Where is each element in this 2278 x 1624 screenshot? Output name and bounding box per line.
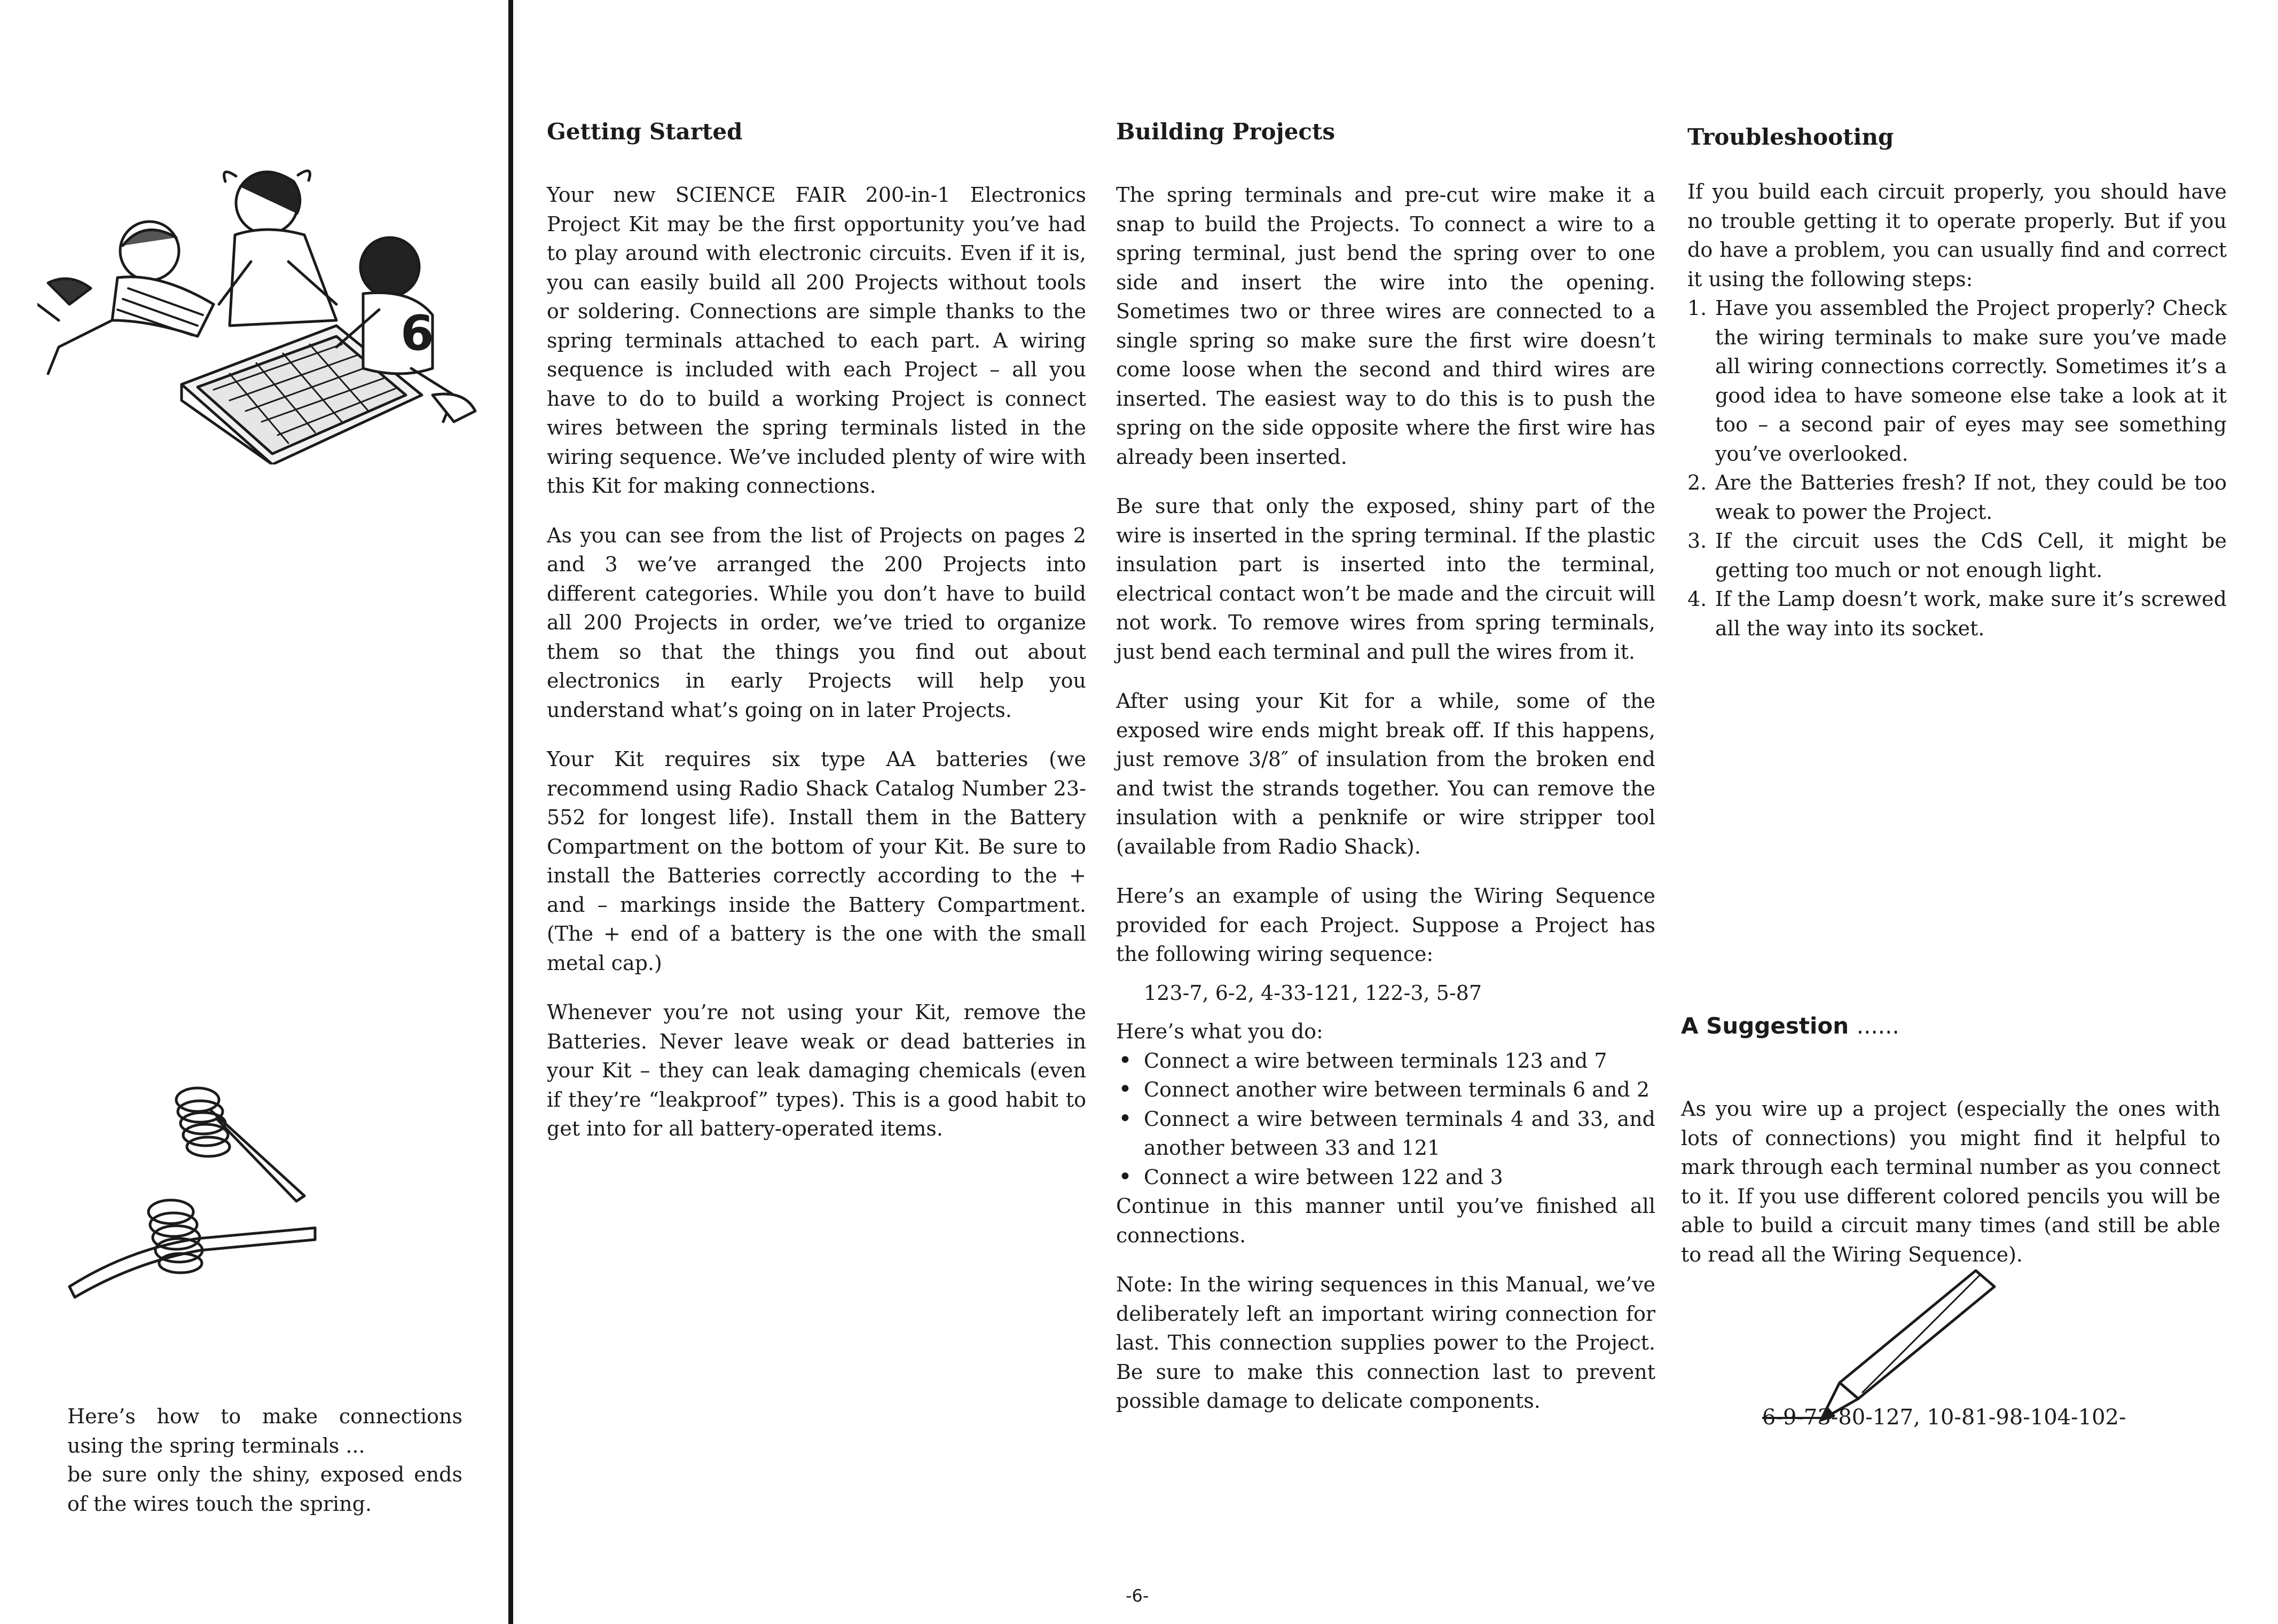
spring-terminal-insulated-wire-illustration	[64, 1191, 331, 1319]
illustration-caption	[67, 1402, 462, 1518]
suggestion-dots: ......	[1856, 1013, 1899, 1039]
step-number: 4.	[1687, 587, 1707, 611]
note-paragraph: Note: In the wiring sequences in this Manual, we’ve deliberately left an important wiring connection for last. This connection supplies power to the Project. Be sure to make this connection last to prevent possible damage to delicate components.	[1116, 1273, 1655, 1413]
list-item: • Connect a wire between terminals 4 and 33, and another between 33 and 121	[1116, 1105, 1655, 1163]
binding-divider	[508, 0, 513, 1624]
remaining-numbers: -80-127, 10-81-98-104-102-	[1831, 1405, 2126, 1430]
wiring-steps-list	[1116, 1046, 1655, 1192]
children-with-kit-illustration	[37, 144, 481, 464]
troubleshooting-steps-list	[1687, 294, 2227, 643]
getting-started-section	[547, 119, 1086, 1164]
step-text: Are the Batteries fresh? If not, they could be too weak to power the Project.	[1715, 471, 2227, 524]
page-number: -6-	[1126, 1586, 1149, 1606]
section-heading: Building Projects	[1116, 119, 1336, 145]
paragraph: Your new SCIENCE FAIR 200-in-1 Electronics Project Kit may be the first opportunity you’ve had to play around with electronic circuits. Even if it is, you can easily build all 200 Projects without tools or soldering. Connections are simple thanks to the spring terminals attached to each part. A wiring sequence is included with each Project – all you have to do to build a working Project is connect wires between the spring terminals listed in the wiring sequence. We’ve included plenty of wire with this Kit for making connections.	[547, 183, 1086, 498]
svg-text:6: 6	[400, 305, 434, 361]
paragraph: As you can see from the list of Projects on pages 2 and 3 we’ve arranged the 200 Projects into different categories. While you don’t have to build all 200 Projects in order, we’ve tried to organize them so that the things you find out about electronics in early Projects will help you understand what’s going on in later Projects.	[547, 523, 1086, 722]
suggestion-paragraph: As you wire up a project (especially the ones with lots of connections) you might find it helpful to mark through each terminal number as you connect to it. If you use different colored pencils you will be able to build a circuit many times (and still be able to read all the Wiring Sequence).	[1681, 1097, 2220, 1266]
section-heading: Troubleshooting	[1687, 124, 1894, 150]
paragraph: Here’s what you do:	[1116, 1020, 1323, 1043]
paragraph: Continue in this manner until you’ve finished all connections.	[1116, 1194, 1655, 1247]
step-number: 2.	[1687, 471, 1707, 494]
wiring-sequence-example: 123-7, 6-2, 4-33-121, 122-3, 5-87	[1144, 981, 1482, 1005]
list-item: • Connect another wire between terminals 6 and 2	[1116, 1075, 1655, 1105]
step-number: 1.	[1687, 296, 1707, 320]
list-item	[1687, 526, 2227, 585]
list-item	[1687, 294, 2227, 468]
paragraph: Here’s an example of using the Wiring Sequence provided for each Project. Suppose a Project has the following wiring sequence:	[1116, 884, 1655, 966]
paragraph: Be sure that only the exposed, shiny part of the wire is inserted in the spring terminal. If the plastic insulation part is inserted into the terminal, electrical contact won’t be made and the circuit will not work. To remove wires from spring terminals, just bend each terminal and pull the wires from it.	[1116, 494, 1655, 664]
paragraph: After using your Kit for a while, some of the exposed wire ends might break off. If this happens, just remove 3/8″ of insulation from the broken end and twist the strands together. You can remove the insulation with a penknife or wire stripper tool (available from Radio Shack).	[1116, 689, 1655, 858]
step-text: Have you assembled the Project properly? Check the wiring terminals to make sure you’ve made all wiring connections correctly. Sometimes it’s a good idea to have someone else take a look at it too – a second pair of eyes may see something you’ve overlooked.	[1715, 296, 2227, 466]
marked-through-numbers: 6-9-73	[1762, 1405, 1831, 1430]
step-number: 3.	[1687, 529, 1707, 553]
section-heading: Getting Started	[547, 119, 743, 145]
list-item	[1687, 585, 2227, 643]
list-item	[1687, 468, 2227, 526]
caption-line: Here’s how to make connections using the spring terminals ...	[67, 1405, 462, 1457]
caption-line: be sure only the shiny, exposed ends of the wires touch the spring.	[67, 1463, 462, 1516]
step-text: If the Lamp doesn’t work, make sure it’s screwed all the way into its socket.	[1715, 587, 2227, 640]
list-item: • Connect a wire between terminals 123 and 7	[1116, 1046, 1655, 1076]
troubleshooting-section	[1687, 124, 2227, 643]
paragraph: Your Kit requires six type AA batteries (we recommend using Radio Shack Catalog Number 23-552 for longest life). Install them in the Battery Compartment on the bottom of your Kit. Be sure to install the Batteries correctly according to the + and – markings inside the Battery Compartment. (The + end of a battery is the one with the small metal cap.)	[547, 747, 1086, 975]
marked-sequence-example	[1762, 1403, 2243, 1432]
list-item: • Connect a wire between 122 and 3	[1116, 1163, 1655, 1192]
paragraph: The spring terminals and pre-cut wire make it a snap to build the Projects. To connect a wire to a spring terminal, just bend the spring over to one side and insert the wire into the opening. Sometimes two or three wires are connected to a single spring so make sure the first wire doesn’t come loose when the second and third wires are inserted. The easiest way to do this is to push the spring on the side opposite where the first wire has already been inserted.	[1116, 183, 1655, 469]
paragraph: Whenever you’re not using your Kit, remove the Batteries. Never leave weak or dead batteries in your Kit – they can leak damaging chemicals (even if they’re “leakproof” types). This is a good habit to get into for all battery-operated items.	[547, 1000, 1086, 1140]
suggestion-heading	[1681, 1011, 2001, 1041]
building-projects-section	[1116, 119, 1655, 1436]
pencil-illustration	[1810, 1265, 2002, 1425]
suggestion-title: A Suggestion	[1681, 1013, 1849, 1039]
step-text: If the circuit uses the CdS Cell, it might be getting too much or not enough light.	[1715, 529, 2227, 582]
spring-terminal-wire-illustration	[160, 1078, 320, 1207]
paragraph: If you build each circuit properly, you should have no trouble getting it to operate properly. But if you do have a problem, you can usually find and correct it using the following steps:	[1687, 180, 2227, 291]
